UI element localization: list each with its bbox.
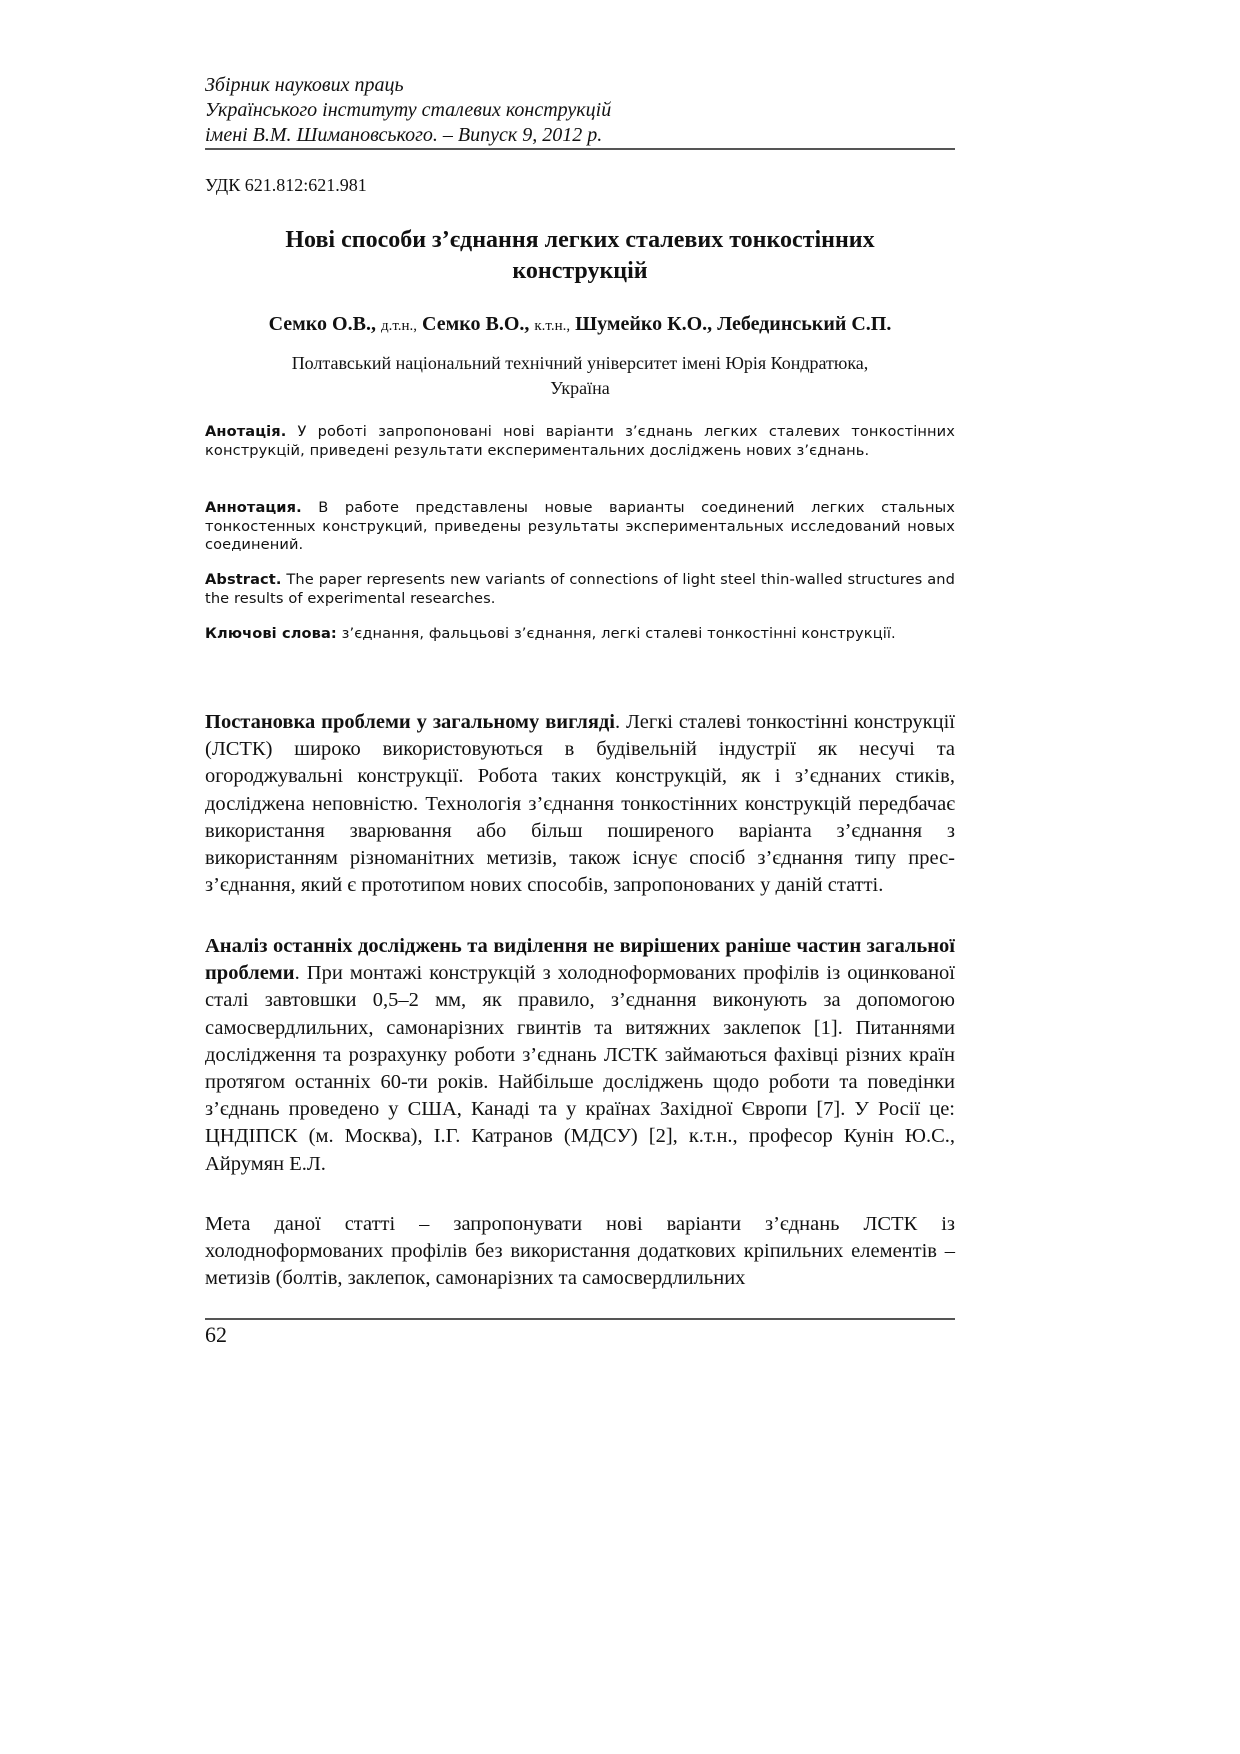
abstract-text: The paper represents new variants of connections of light steel thin-walled structures and the results of experimental researches. bbox=[205, 571, 955, 607]
affiliation-line: Україна bbox=[550, 378, 610, 398]
keywords-label: Ключові слова: bbox=[205, 625, 337, 642]
author-name: Семко В.О., bbox=[422, 313, 530, 335]
running-head bbox=[205, 73, 955, 148]
running-head-line: Українського інституту сталевих конструкцій bbox=[205, 99, 612, 121]
abstract-text: В работе представлены новые варианты соединений легких стальных тонкостенных конструкций, приведены результаты экспериментальных исследований новых соединений. bbox=[205, 499, 955, 553]
author-degree: д.т.н., bbox=[380, 318, 418, 334]
author-name: Шумейко К.О., bbox=[575, 313, 713, 335]
header-divider bbox=[205, 148, 955, 150]
abstract-russian bbox=[205, 499, 955, 555]
keywords-text: з’єднання, фальцьові з’єднання, легкі сталеві тонкостінні конструкції. bbox=[341, 625, 896, 642]
running-head-line: Збірник наукових праць bbox=[205, 74, 404, 96]
body-paragraph-problem-statement bbox=[205, 709, 955, 899]
footer-divider bbox=[205, 1318, 955, 1320]
title-line: конструкцій bbox=[512, 258, 648, 284]
paper-title bbox=[205, 225, 955, 287]
body-paragraph-literature-review bbox=[205, 933, 955, 1178]
abstract-label: Abstract. bbox=[205, 571, 282, 588]
title-line: Нові способи з’єднання легких сталевих тонкостінних bbox=[285, 227, 875, 253]
abstract-ukrainian bbox=[205, 423, 955, 460]
affiliation-line: Полтавський національний технічний університет імені Юрія Кондратюка, bbox=[291, 353, 869, 373]
udc-code: УДК 621.812:621.981 bbox=[205, 175, 367, 195]
running-head-line: імені В.М. Шимановського. – Випуск 9, 2012 р. bbox=[205, 124, 603, 146]
author-list bbox=[205, 313, 955, 336]
paragraph-text: Мета даної статті – запропонувати нові варіанти з’єднань ЛСТК із холодноформованих профілів без використання додаткових кріпильних елементів – метизів (болтів, заклепок, самонарізних та самосвердлильних bbox=[205, 1213, 955, 1290]
paragraph-text: . Легкі сталеві тонкостінні конструкції (ЛСТК) широко використовуються в будівельній індустрії як несучі та огороджувальні конструкції. Робота таких конструкцій, як і з’єднаних стиків, досліджена неповністю. Технологія з’єднання тонкостінних конструкцій передбачає використання зварювання або більш поширеного варіанта з’єднання з використанням різноманітних метизів, також існує спосіб з’єднання типу прес-з’єднання, який є прототипом нових способів, запропонованих у даній статті. bbox=[205, 711, 955, 897]
abstract-english bbox=[205, 571, 955, 608]
page-number: 62 bbox=[205, 1322, 227, 1347]
paragraph-text: . При монтажі конструкцій з холодноформованих профілів із оцинкованої сталі завтовшки 0,5–2 мм, як правило, з’єднання виконують за допомогою самосвердлильних, самонарізних гвинтів та витяжних заклепок [1]. Питаннями дослідження та розрахунку роботи з’єднань ЛСТК займаються фахівці різних країн протягом останніх 60-ти років. Найбільше досліджень щодо роботи та поведінки з’єднань проведено у США, Канаді та у країнах Західної Європи [7]. У Росії це: ЦНДІПСК (м. Москва), І.Г. Катранов (МДСУ) [2], к.т.н., професор Кунін Ю.С., Айрумян Е.Л. bbox=[205, 962, 955, 1175]
author-degree: к.т.н., bbox=[534, 318, 571, 334]
section-heading: Постановка проблеми у загальному вигляді bbox=[205, 711, 615, 733]
section-heading: Аналіз останніх досліджень та виділення не вирішених раніше частин загальної проблеми bbox=[205, 935, 955, 985]
body-paragraph-aim bbox=[205, 1211, 955, 1293]
abstract-text: У роботі запропоновані нові варіанти з’єднань легких сталевих тонкостінних конструкцій, приведені результати експериментальних досліджень нових з’єднань. bbox=[205, 423, 955, 459]
keywords bbox=[205, 625, 955, 644]
affiliation bbox=[205, 351, 955, 401]
author-name: Семко О.В., bbox=[268, 313, 376, 335]
abstract-label: Аннотация. bbox=[205, 499, 302, 516]
author-name: Лебединський С.П. bbox=[717, 313, 892, 335]
abstract-label: Анотація. bbox=[205, 423, 287, 440]
